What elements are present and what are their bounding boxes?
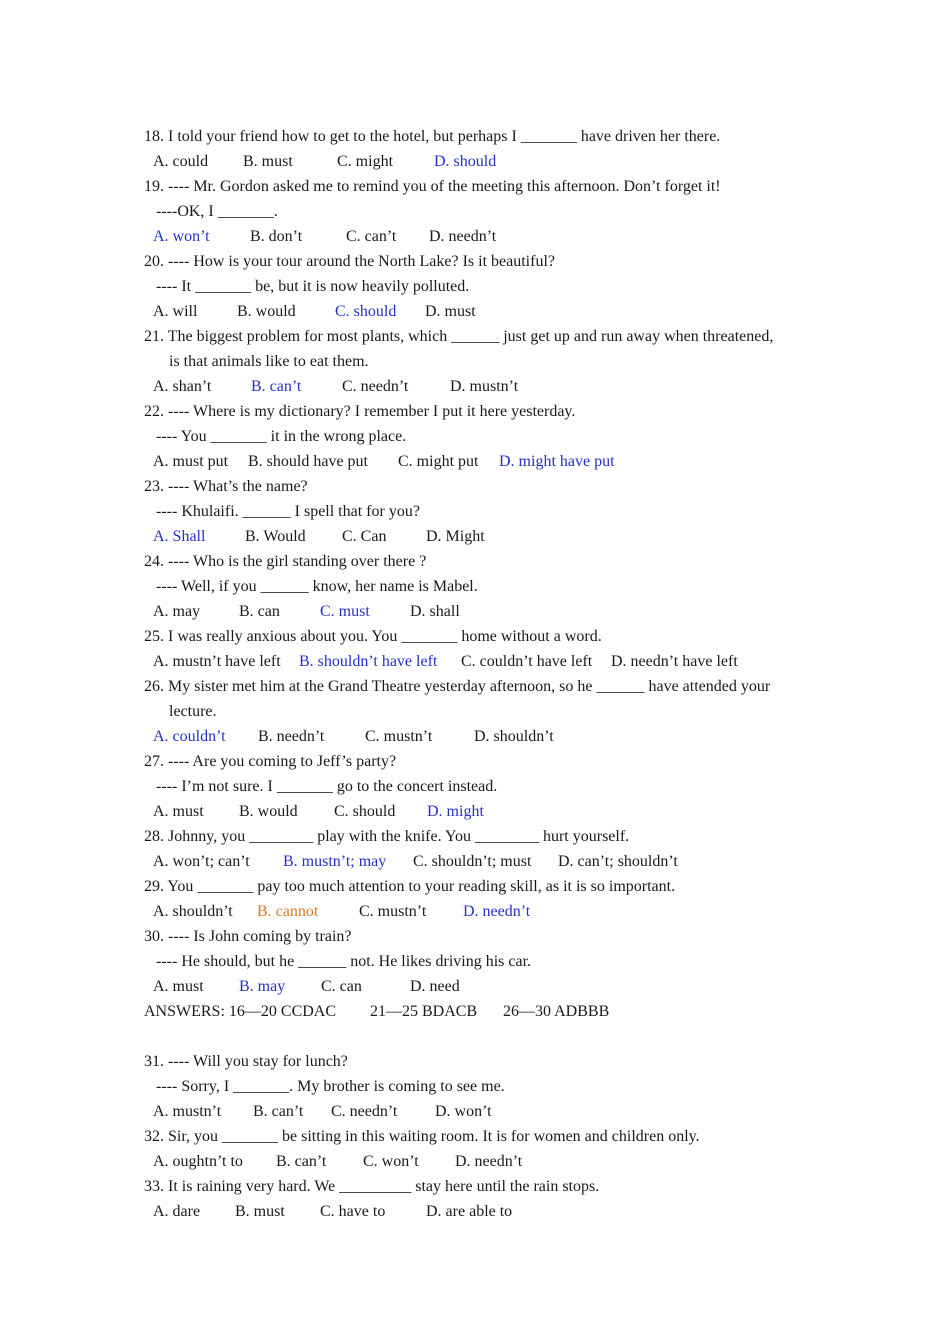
option-d: D. can’t; shouldn’t [558,853,678,870]
option-a-answer: A. Shall [153,528,206,545]
option-c: C. needn’t [331,1103,398,1120]
option-b: B. should have put [248,453,368,470]
option-a: A. oughtn’t to [153,1153,243,1170]
option-d-answer: D. might [427,803,484,820]
question-32-stem: 32. Sir, you _______ be sitting in this waiting room. It is for women and children only. [144,1128,700,1145]
option-a: A. could [153,153,209,170]
option-c: C. can [321,978,362,995]
option-c: C. couldn’t have left [461,653,593,670]
question-28-stem: 28. Johnny, you ________ play with the knife. You ________ hurt yourself. [144,828,630,845]
option-b-marked: B. cannot [257,903,319,920]
question-32-options [144,1149,824,1174]
question-31-reply: ---- Sorry, I _______. My brother is coming to see me. [156,1078,505,1095]
question-23-stem: 23. ---- What’s the name? [144,478,308,495]
option-b: B. must [235,1203,285,1220]
option-a: A. must put [153,453,229,470]
option-a-answer: A. won’t [153,228,210,245]
question-28-options [144,849,824,874]
option-c: C. might [337,153,394,170]
option-b-answer: B. mustn’t; may [283,853,387,870]
option-a: A. dare [153,1203,201,1220]
question-21-stem: 21. The biggest problem for most plants, which ______ just get up and run away when threatened, [144,328,774,345]
option-d: D. needn’t have left [611,653,738,670]
option-a: A. will [153,303,198,320]
question-30-stem: 30. ---- Is John coming by train? [144,928,352,945]
option-a: A. shan’t [153,378,212,395]
question-20-options [144,299,824,324]
question-26-options [144,724,824,749]
option-b: B. can [239,603,280,620]
option-a-answer: A. couldn’t [153,728,226,745]
question-33-options [144,1199,824,1224]
question-29-stem: 29. You _______ pay too much attention to your reading skill, as it is so important. [144,878,676,895]
question-24-reply: ---- Well, if you ______ know, her name is Mabel. [156,578,478,595]
option-d: D. shall [410,603,460,620]
option-d: D. needn’t [429,228,497,245]
question-19-reply: ----OK, I _______. [156,203,278,220]
option-a: A. must [153,803,204,820]
option-c: C. have to [320,1203,386,1220]
question-26-stem: 26. My sister met him at the Grand Theatre yesterday afternoon, so he ______ have attended your [144,678,771,695]
option-d: D. mustn’t [450,378,519,395]
question-27-options [144,799,824,824]
answer-key [144,999,824,1024]
option-b: B. would [237,303,296,320]
option-c: C. shouldn’t; must [413,853,532,870]
question-24-stem: 24. ---- Who is the girl standing over there ? [144,553,427,570]
question-18-options [144,149,824,174]
question-27-reply: ---- I’m not sure. I _______ go to the concert instead. [156,778,498,795]
option-c: C. might put [398,453,479,470]
option-d: D. Might [426,528,485,545]
question-23-options [144,524,824,549]
question-22-reply: ---- You _______ it in the wrong place. [156,428,407,445]
option-c-answer: C. must [320,603,370,620]
question-23-reply: ---- Khulaifi. ______ I spell that for you? [156,503,420,520]
option-c: C. mustn’t [359,903,427,920]
option-b-answer: B. can’t [251,378,302,395]
option-d: D. must [425,303,476,320]
option-b: B. Would [245,528,306,545]
question-26-stem-continued: lecture. [169,703,217,720]
option-c: C. won’t [363,1153,419,1170]
question-25-stem: 25. I was really anxious about you. You _______ home without a word. [144,628,602,645]
blank-line [144,1024,824,1049]
option-a: A. must [153,978,204,995]
option-d: D. needn’t [455,1153,523,1170]
question-30-reply: ---- He should, but he ______ not. He likes driving his car. [156,953,532,970]
option-d-answer: D. needn’t [463,903,531,920]
option-b: B. don’t [250,228,303,245]
question-21-options [144,374,824,399]
question-31-stem: 31. ---- Will you stay for lunch? [144,1053,348,1070]
option-b: B. can’t [276,1153,327,1170]
option-b: B. can’t [253,1103,304,1120]
question-22-stem: 22. ---- Where is my dictionary? I remember I put it here yesterday. [144,403,576,420]
question-19-stem: 19. ---- Mr. Gordon asked me to remind you of the meeting this afternoon. Don’t forget it! [144,178,721,195]
option-b-answer: B. shouldn’t have left [299,653,438,670]
option-c: C. needn’t [342,378,409,395]
option-a: A. shouldn’t [153,903,233,920]
option-d-answer: D. might have put [499,453,615,470]
worksheet-page [144,124,824,1224]
option-c: C. mustn’t [365,728,433,745]
option-a: A. may [153,603,201,620]
question-19-options [144,224,824,249]
question-20-reply: ---- It _______ be, but it is now heavily polluted. [156,278,470,295]
option-d: D. shouldn’t [474,728,554,745]
question-21-stem-continued: is that animals like to eat them. [169,353,369,370]
option-b-answer: B. may [239,978,286,995]
option-c-answer: C. should [335,303,397,320]
question-30-options [144,974,824,999]
answer-key-26-30: 26—30 ADBBB [503,1003,610,1020]
option-a: A. mustn’t [153,1103,222,1120]
question-20-stem: 20. ---- How is your tour around the North Lake? Is it beautiful? [144,253,555,270]
option-b: B. would [239,803,298,820]
option-a: A. won’t; can’t [153,853,250,870]
answer-key-16-20: ANSWERS: 16—20 CCDAC [144,1003,337,1020]
answer-key-21-25: 21—25 BDACB [370,1003,478,1020]
question-24-options [144,599,824,624]
option-d: D. need [410,978,460,995]
question-29-options [144,899,824,924]
question-31-options [144,1099,824,1124]
option-d: D. won’t [435,1103,492,1120]
option-c: C. should [334,803,396,820]
option-b: B. must [243,153,293,170]
option-d: D. are able to [426,1203,513,1220]
option-c: C. Can [342,528,387,545]
option-d-answer: D. should [434,153,497,170]
option-c: C. can’t [346,228,397,245]
question-22-options [144,449,824,474]
question-27-stem: 27. ---- Are you coming to Jeff’s party? [144,753,397,770]
question-33-stem: 33. It is raining very hard. We _________ stay here until the rain stops. [144,1178,600,1195]
option-a: A. mustn’t have left [153,653,281,670]
option-b: B. needn’t [258,728,325,745]
question-25-options [144,649,824,674]
question-18-stem: 18. I told your friend how to get to the hotel, but perhaps I _______ have driven her there. [144,128,721,145]
